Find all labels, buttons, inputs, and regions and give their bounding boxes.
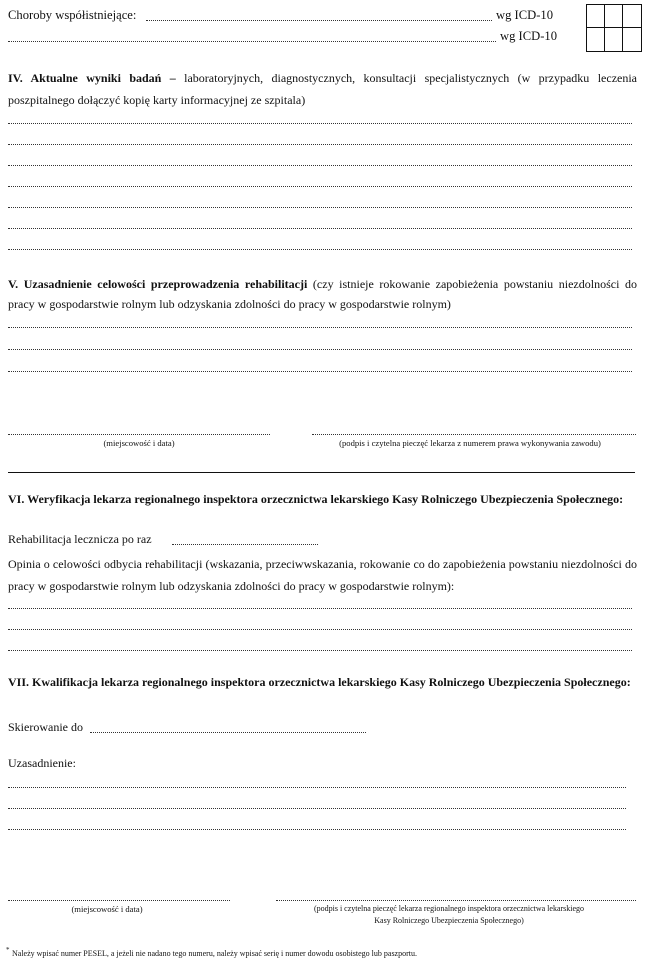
section-6-line[interactable]: [8, 608, 632, 609]
section-divider: [8, 472, 635, 473]
section-5-text: (czy istnieje rokowanie zapobieżenia powstaniu niezdolności do pracy w gospodarstwie rolnym lub odzyskania zdolności do pracy w gospodarstwie rolnym): [8, 277, 638, 311]
section-5-heading: [8, 274, 637, 314]
comorbidities-label: Choroby współistniejące:: [8, 8, 137, 22]
icd-code-box[interactable]: [623, 5, 641, 28]
section-5-line[interactable]: [8, 371, 632, 372]
section-6-line[interactable]: [8, 629, 632, 630]
place-date-caption-2: (miejscowość i data): [71, 904, 143, 914]
doctor-signature-caption: (podpis i czytelna pieczęć lekarza z numerem prawa wykonywania zawodu): [339, 438, 601, 448]
section-4-line[interactable]: [8, 144, 632, 145]
section-4-line[interactable]: [8, 165, 632, 166]
place-date-field-1[interactable]: [8, 434, 270, 435]
icd-code-boxes[interactable]: [586, 4, 642, 52]
section-6-line[interactable]: [8, 650, 632, 651]
section-5-title: V. Uzasadnienie celowości przeprowadzenia rehabilitacji: [8, 277, 308, 291]
inspector-signature-caption-1: (podpis i czytelna pieczęć lekarza regionalnego inspektora orzecznictwa lekarskiego: [313, 904, 585, 913]
doctor-signature-field[interactable]: [312, 434, 636, 435]
icd-code-box[interactable]: [587, 5, 605, 28]
icd-code-box[interactable]: [587, 28, 605, 51]
section-4-line[interactable]: [8, 249, 632, 250]
section-6-title: VI. Weryfikacja lekarza regionalnego inspektora orzecznictwa lekarskiego Kasy Rolniczego Ubezpieczenia Społecznego:: [8, 492, 624, 506]
icd-code-box[interactable]: [623, 28, 641, 51]
footnote-marker: *: [6, 946, 10, 954]
referral-field[interactable]: [90, 732, 366, 733]
section-7-title: VII. Kwalifikacja lekarza regionalnego inspektora orzecznictwa lekarskiego Kasy Rolniczego Ubezpieczenia Społecznego:: [8, 675, 631, 689]
section-4-line[interactable]: [8, 123, 632, 124]
justification-line[interactable]: [8, 829, 626, 830]
inspector-signature-caption-2: Kasy Rolniczego Ubezpieczenia Społecznego): [374, 916, 524, 925]
icd-code-box[interactable]: [605, 28, 623, 51]
section-4-line[interactable]: [8, 228, 632, 229]
justification-line[interactable]: [8, 787, 626, 788]
rehab-count-field[interactable]: [172, 544, 318, 545]
section-5-line[interactable]: [8, 349, 632, 350]
section-7-heading: [8, 673, 637, 691]
section-4-heading: [8, 67, 637, 111]
icd-code-box[interactable]: [605, 5, 623, 28]
section-6-opinion: Opinia o celowości odbycia rehabilitacji (wskazania, przeciwwskazania, rokowanie co do zapobieżenia powstaniu niezdolności do pracy w gospodarstwie rolnym lub odzyskania zdolności do pracy w gospodarstwie rolnym):: [8, 557, 637, 593]
section-5-line[interactable]: [8, 327, 632, 328]
justification-label: Uzasadnienie:: [8, 756, 76, 770]
place-date-field-2[interactable]: [8, 900, 230, 901]
section-6-heading: [8, 489, 637, 509]
rehab-count-label: Rehabilitacja lecznicza po raz: [8, 532, 152, 546]
footnote-text: Należy wpisać numer PESEL, a jeżeli nie nadano tego numeru, należy wpisać serię i numer dowodu osobistego lub paszportu.: [12, 949, 417, 958]
justification-line[interactable]: [8, 808, 626, 809]
comorbidities-field-1[interactable]: [146, 20, 492, 21]
inspector-signature-field[interactable]: [276, 900, 636, 901]
section-4-line[interactable]: [8, 207, 632, 208]
referral-label: Skierowanie do: [8, 720, 83, 734]
section-4-line[interactable]: [8, 186, 632, 187]
icd-label-1: wg ICD-10: [496, 8, 554, 22]
section-4-title: IV. Aktualne wyniki badań –: [8, 71, 176, 85]
comorbidities-field-2[interactable]: [8, 41, 496, 42]
section-4-text: laboratoryjnych, diagnostycznych, konsultacji specjalistycznych (w przypadku leczenia poszpitalnego dołączyć kopię karty informacyjnej ze szpitala): [8, 71, 637, 107]
icd-label-2: wg ICD-10: [500, 29, 558, 43]
place-date-caption-1: (miejscowość i data): [103, 438, 175, 448]
